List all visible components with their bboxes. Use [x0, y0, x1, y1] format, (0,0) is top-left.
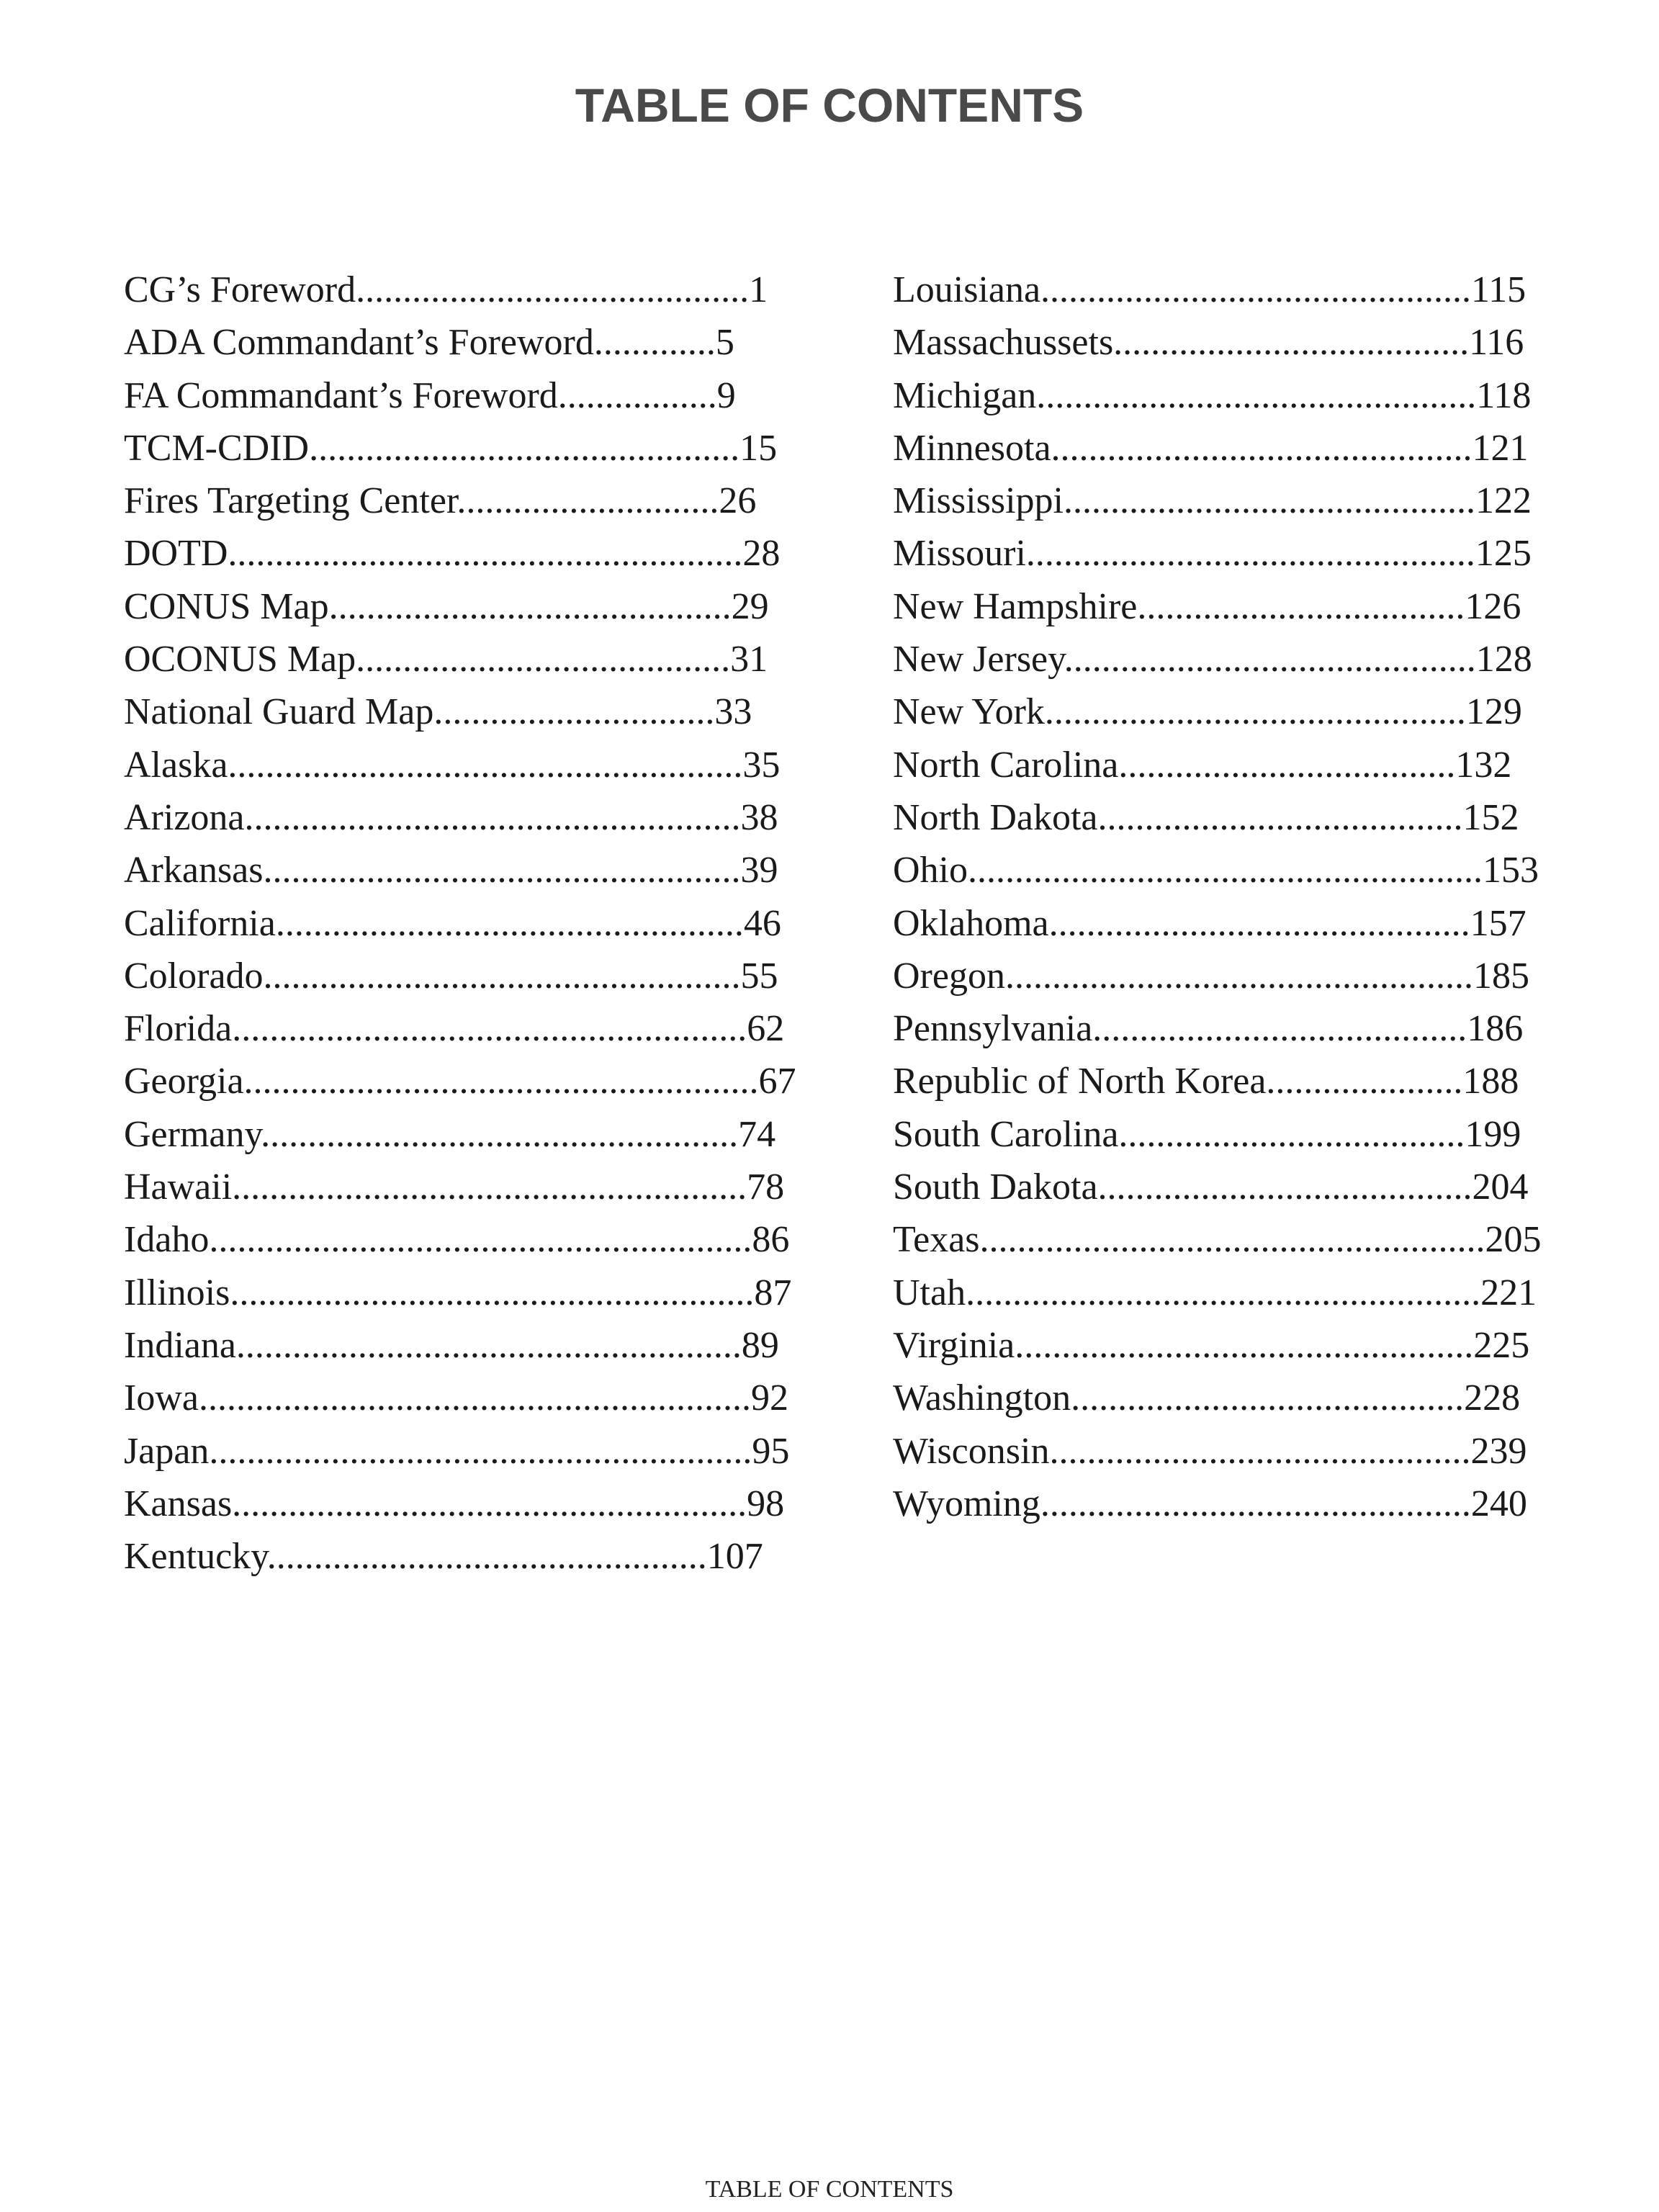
- toc-entry[interactable]: Louisiana..............................................115: [893, 269, 1527, 310]
- toc-entry[interactable]: South Dakota........................................204: [893, 1166, 1529, 1208]
- toc-entry[interactable]: OCONUS Map........................................31: [124, 639, 768, 680]
- toc-entry[interactable]: Iowa...........................................................92: [124, 1377, 788, 1419]
- toc-entry[interactable]: Colorado...................................................55: [124, 955, 778, 997]
- toc-entry[interactable]: Arkansas...................................................39: [124, 850, 778, 891]
- toc-entry[interactable]: Japan..........................................................95: [124, 1430, 790, 1472]
- toc-entry[interactable]: TCM-CDID..............................................15: [124, 427, 778, 469]
- toc-entry[interactable]: North Carolina....................................132: [893, 744, 1512, 786]
- toc-entry[interactable]: Ohio.......................................................153: [893, 850, 1539, 891]
- toc-entry[interactable]: New Jersey............................................128: [893, 639, 1532, 680]
- toc-entry[interactable]: Mississippi............................................122: [893, 480, 1532, 522]
- toc-entry[interactable]: South Carolina.....................................199: [893, 1113, 1521, 1155]
- toc-entry[interactable]: New Hampshire...................................126: [893, 585, 1521, 627]
- toc-entry[interactable]: Wisconsin.............................................239: [893, 1430, 1527, 1472]
- toc-entry[interactable]: Indiana......................................................89: [124, 1324, 779, 1366]
- toc-entry[interactable]: Republic of North Korea.....................188: [893, 1061, 1519, 1102]
- toc-entry[interactable]: Missouri................................................125: [893, 533, 1532, 575]
- toc-entry[interactable]: Fires Targeting Center............................26: [124, 480, 757, 522]
- toc-entry[interactable]: New York.............................................129: [893, 691, 1522, 733]
- toc-entry[interactable]: Oregon..................................................185: [893, 955, 1529, 997]
- toc-right-column: [893, 264, 1542, 1530]
- toc-entry[interactable]: Washington..........................................228: [893, 1377, 1521, 1419]
- toc-entry[interactable]: Georgia.......................................................67: [124, 1061, 796, 1102]
- toc-left-column: [124, 264, 796, 1583]
- toc-entry[interactable]: Alaska.......................................................35: [124, 744, 781, 786]
- toc-entry[interactable]: Arizona.....................................................38: [124, 796, 778, 838]
- toc-entry[interactable]: Hawaii.......................................................78: [124, 1166, 785, 1208]
- toc-entry[interactable]: Florida.......................................................62: [124, 1008, 785, 1050]
- toc-entry[interactable]: Idaho..........................................................86: [124, 1219, 790, 1261]
- page-footer: TABLE OF CONTENTS: [705, 2176, 954, 2203]
- toc-entry[interactable]: California..................................................46: [124, 902, 781, 944]
- toc-entry[interactable]: North Dakota.......................................152: [893, 796, 1519, 838]
- toc-entry[interactable]: Utah.......................................................221: [893, 1272, 1537, 1313]
- toc-entry[interactable]: Germany...................................................74: [124, 1113, 776, 1155]
- toc-entry[interactable]: Minnesota.............................................121: [893, 427, 1529, 469]
- toc-entry[interactable]: Illinois........................................................87: [124, 1272, 792, 1313]
- toc-entry[interactable]: DOTD.......................................................28: [124, 533, 781, 575]
- page-title: TABLE OF CONTENTS: [575, 78, 1084, 132]
- toc-entry[interactable]: ADA Commandant’s Foreword.............5: [124, 322, 734, 364]
- toc-entry[interactable]: Virginia.................................................225: [893, 1324, 1530, 1366]
- toc-entry[interactable]: Pennsylvania........................................186: [893, 1008, 1524, 1050]
- toc-entry[interactable]: Massachussets......................................116: [893, 322, 1524, 364]
- toc-entry[interactable]: Texas......................................................205: [893, 1219, 1542, 1261]
- toc-entry[interactable]: National Guard Map..............................33: [124, 691, 752, 733]
- toc-entry[interactable]: Kansas.......................................................98: [124, 1483, 785, 1524]
- toc-entry[interactable]: CONUS Map...........................................29: [124, 585, 769, 627]
- toc-entry[interactable]: Oklahoma.............................................157: [893, 902, 1527, 944]
- toc-entry[interactable]: FA Commandant’s Foreword.................9: [124, 374, 736, 416]
- toc-entry[interactable]: Michigan...............................................118: [893, 374, 1532, 416]
- toc-entry[interactable]: CG’s Foreword..........................................1: [124, 269, 768, 310]
- toc-entry[interactable]: Kentucky...............................................107: [124, 1536, 763, 1578]
- toc-entry[interactable]: Wyoming..............................................240: [893, 1483, 1527, 1524]
